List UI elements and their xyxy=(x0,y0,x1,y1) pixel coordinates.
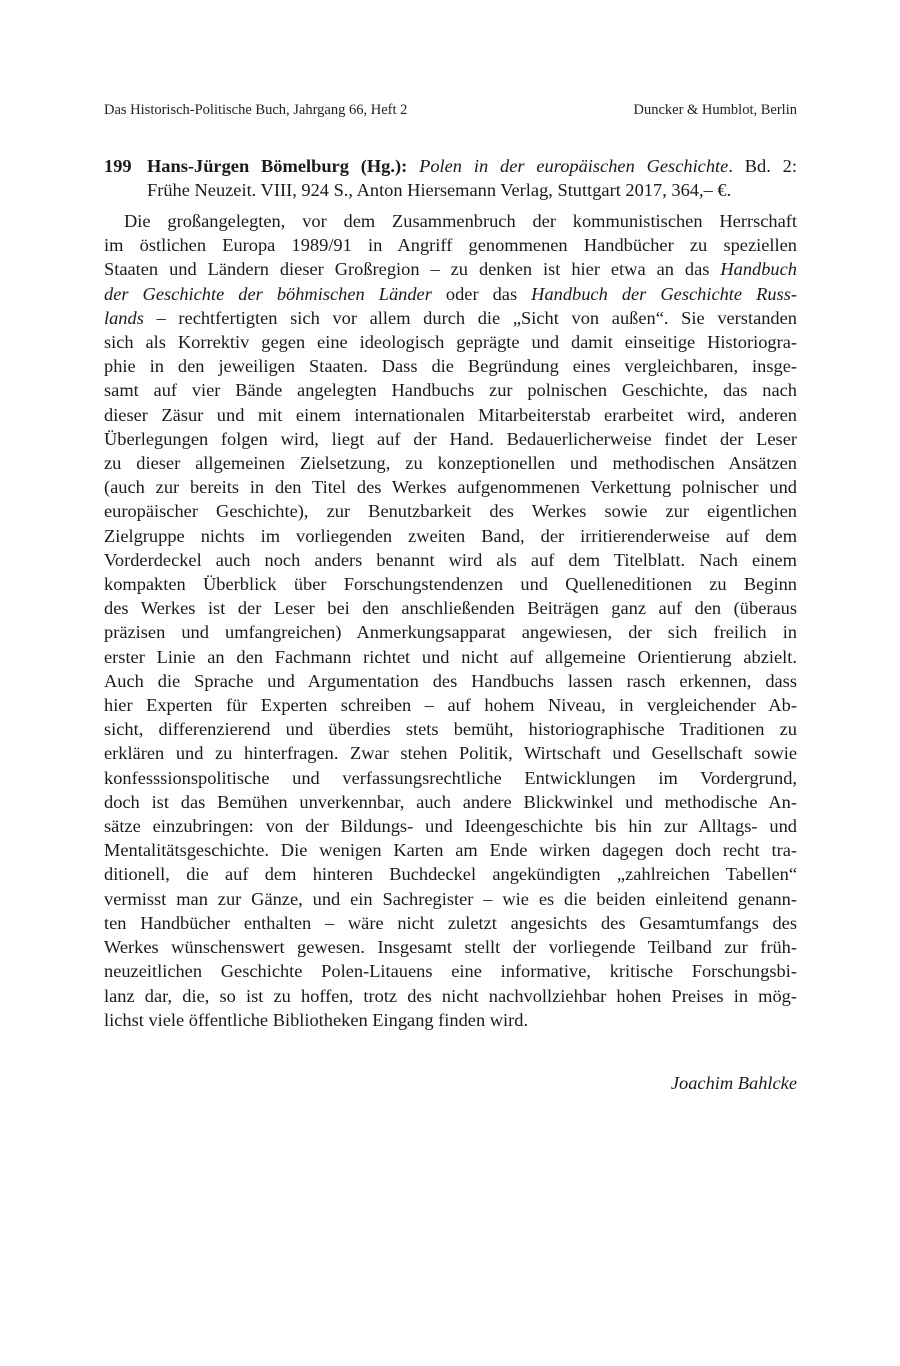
cited-title: lands xyxy=(104,307,144,328)
review-line: (auch zur bereits in den Titel des Werkes aufgenommenen Verkettung polnischer und xyxy=(104,477,797,498)
entry-number: 199 xyxy=(104,156,132,176)
review-line: lanz dar, die, so ist zu hoffen, trotz des nicht nachvollziehbar hohen Preises in mög- xyxy=(104,985,797,1006)
running-head xyxy=(104,100,797,120)
review-line: Überlegungen folgen wird, liegt auf der Hand. Bedauerlicherweise findet der Leser xyxy=(104,428,797,449)
running-head-publisher: Duncker & Humblot, Berlin xyxy=(633,102,797,118)
entry-volume: . Bd. 2: xyxy=(728,156,797,176)
review-line: kompakten Überblick über Forschungstendenzen und Quelleneditionen zu Beginn xyxy=(104,574,797,595)
running-head-journal: Das Historisch-Politische Buch, Jahrgang 66, Heft 2 xyxy=(104,102,408,118)
review-line: des Werkes ist der Leser bei den anschließenden Beiträgen ganz auf den (überaus xyxy=(104,598,797,619)
review-line: Vorderdeckel auch noch anders benannt wird als auf dem Titelblatt. Nach einem xyxy=(104,549,797,570)
review-line xyxy=(104,306,797,330)
review-line: Werkes wünschenswert gewesen. Insgesamt stellt der vorliegende Teilband zur früh- xyxy=(104,937,797,958)
review-line: Mentalitätsgeschichte. Die wenigen Karten am Ende wirken dagegen doch recht tra- xyxy=(104,840,797,861)
review-line: ten Handbücher enthalten – wäre nicht zuletzt angesichts des Gesamtumfangs des xyxy=(104,912,797,933)
review-line: lichst viele öffentliche Bibliotheken Eingang finden wird. xyxy=(104,1009,529,1030)
review-line: zu dieser allgemeinen Zielsetzung, zu konzeptionellen und methodischen Ansätzen xyxy=(104,453,797,474)
review-text xyxy=(104,209,797,1032)
review-line: Zielgruppe nichts im vorliegenden zweiten Band, der irritierenderweise auf dem xyxy=(104,525,797,546)
entry-author: Hans-Jürgen Bömelburg (Hg.): xyxy=(147,156,408,176)
review-line: sätze einzubringen: von der Bildungs- und Ideengeschichte bis hin zur Alltags- und xyxy=(104,816,797,837)
entry-details: Frühe Neuzeit. VIII, 924 S., Anton Hiersemann Verlag, Stuttgart 2017, 364,– €. xyxy=(147,180,732,200)
review-line: dieser Zäsur und mit einem internationalen Mitarbeiterstab erarbeitet wird, anderen xyxy=(104,404,797,425)
entry-citation xyxy=(147,154,797,178)
cited-title: der Geschichte der böhmischen Länder xyxy=(104,283,432,304)
review-line: vermisst man zur Gänze, und ein Sachregister – wie es die beiden einleitend genann- xyxy=(104,888,797,909)
entry-line-1 xyxy=(104,154,797,178)
review-line: konfesssionspolitische und verfassungsrechtliche Entwicklungen im Vordergrund, xyxy=(104,767,797,788)
cited-title: Handbuch der Geschichte Russ- xyxy=(531,283,797,304)
review-line: präzisen und umfangreichen) Anmerkungsapparat angewiesen, der sich freilich in xyxy=(104,622,797,643)
bibliographic-entry xyxy=(104,154,797,202)
review-line: doch ist das Bemühen unverkennbar, auch andere Blickwinkel und methodische An- xyxy=(104,791,797,812)
review-line: sich als Korrektiv gegen eine ideologisch geprägte und damit einseitige Historiogra- xyxy=(104,332,797,353)
review-line xyxy=(104,257,797,281)
review-line: neuzeitlichen Geschichte Polen-Litauens eine informative, kritische Forschungsbi- xyxy=(104,961,797,982)
review-line: phie in den jeweiligen Staaten. Dass die Begründung eines vergleichbaren, insge- xyxy=(104,356,797,377)
review-line: erklären und zu hinterfragen. Zwar stehen Politik, Wirtschaft und Gesellschaft sowie xyxy=(104,743,797,764)
entry-title: Polen in der europäischen Geschichte xyxy=(419,156,729,176)
review-line: sicht, differenzierend und überdies stets bemüht, historiographische Traditionen zu xyxy=(104,719,797,740)
review-line: samt auf vier Bände angelegten Handbuchs zur polnischen Geschichte, das nach xyxy=(104,380,797,401)
review-line: erster Linie an den Fachmann richtet und nicht auf allgemeine Orientierung abzielt. xyxy=(104,646,797,667)
review-line: Auch die Sprache und Argumentation des Handbuchs lassen rasch erkennen, dass xyxy=(104,670,797,691)
review-text-segment: oder das xyxy=(431,283,532,304)
review-line: hier Experten für Experten schreiben – auf hohem Niveau, in vergleichender Ab- xyxy=(104,695,797,716)
review-text-segment: – rechtfertigten sich vor allem durch die „Sicht von außen“. Sie verstanden xyxy=(143,307,797,328)
review-line: im östlichen Europa 1989/91 in Angriff genommenen Handbücher zu speziellen xyxy=(104,235,797,256)
review-text-segment: Staaten und Ländern dieser Großregion – zu denken ist hier etwa an das xyxy=(104,259,721,280)
reviewer-name: Joachim Bahlcke xyxy=(670,1073,797,1093)
review-line: ditionell, die auf dem hinteren Buchdeckel angekündigten „zahlreichen Tabellen“ xyxy=(104,864,797,885)
review-line: Die großangelegten, vor dem Zusammenbruch der kommunistischen Herrschaft xyxy=(124,211,797,231)
review-line: europäischer Geschichte), zur Benutzbarkeit des Werkes sowie zur eigentlichen xyxy=(104,501,797,522)
review-line xyxy=(104,282,797,306)
cited-title: Handbuch xyxy=(720,259,797,280)
